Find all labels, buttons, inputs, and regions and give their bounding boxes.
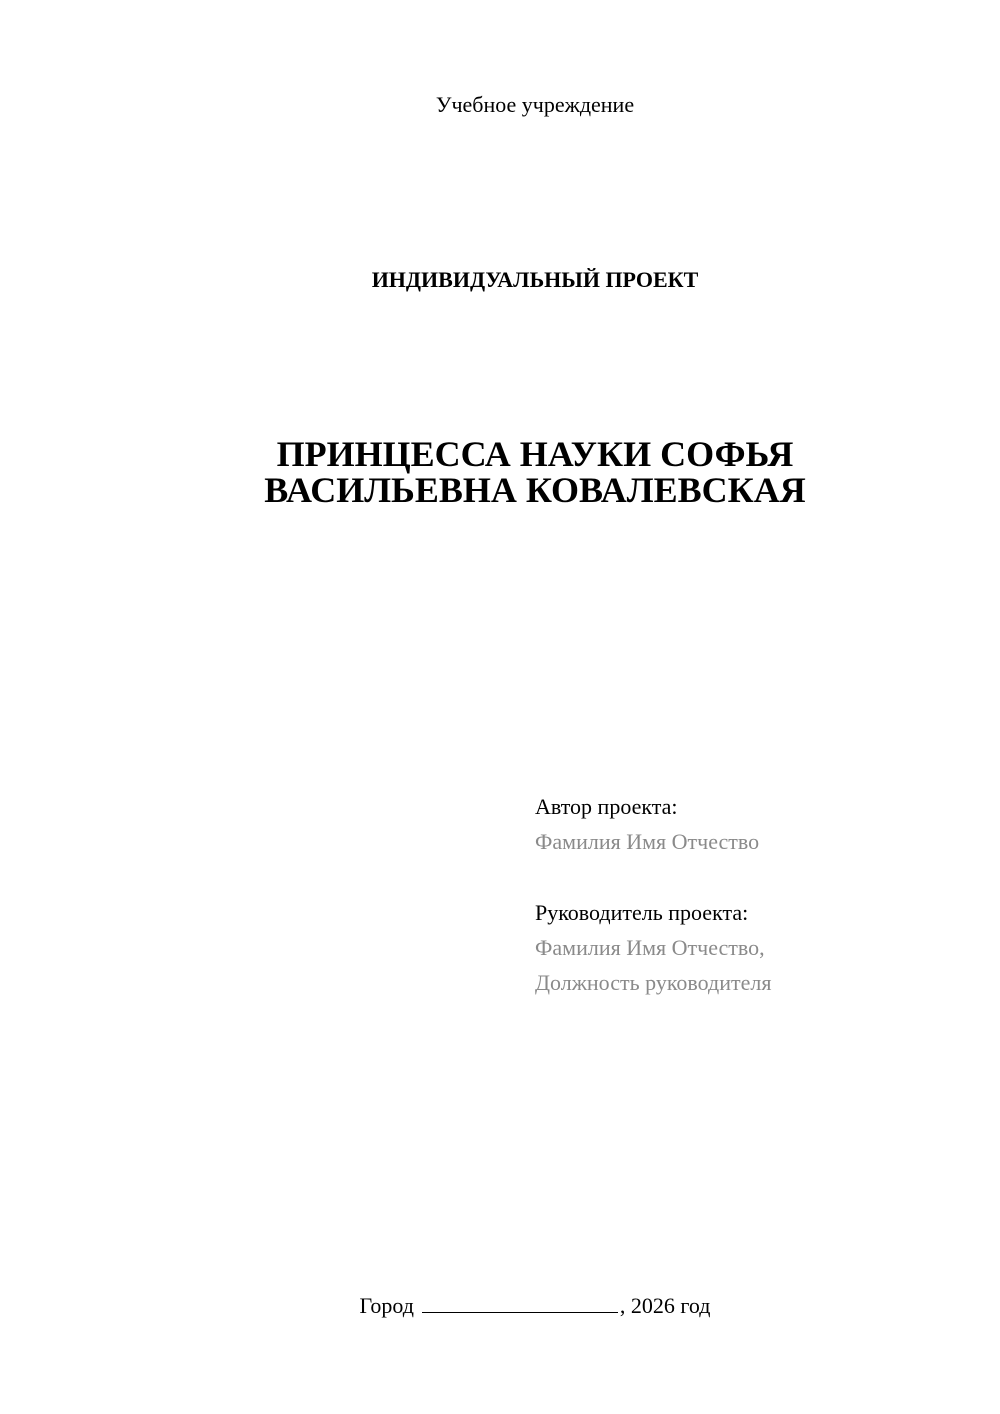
footer-city-year [0,1290,1000,1319]
year-text: , 2026 год [619,1293,711,1318]
project-title-line-2: ВАСИЛЬЕВНА КОВАЛЕВСКАЯ [264,470,806,510]
project-type-heading: ИНДИВИДУАЛЬНЫЙ ПРОЕКТ [371,267,699,292]
supervisor-position: Должность руководителя [535,970,772,995]
credits-block [535,789,975,1000]
project-title-line-1: ПРИНЦЕССА НАУКИ СОФЬЯ [276,434,794,474]
author-label: Автор проекта: [535,794,678,819]
author-name: Фамилия Имя Отчество [535,829,760,854]
institution-name: Учебное учреждение [435,92,635,117]
project-title [0,436,1000,508]
city-label: Город [359,1293,414,1318]
city-blank-line [422,1290,618,1313]
credits-spacer [535,859,975,895]
supervisor-name: Фамилия Имя Отчество, [535,935,765,960]
supervisor-label: Руководитель проекта: [535,900,749,925]
